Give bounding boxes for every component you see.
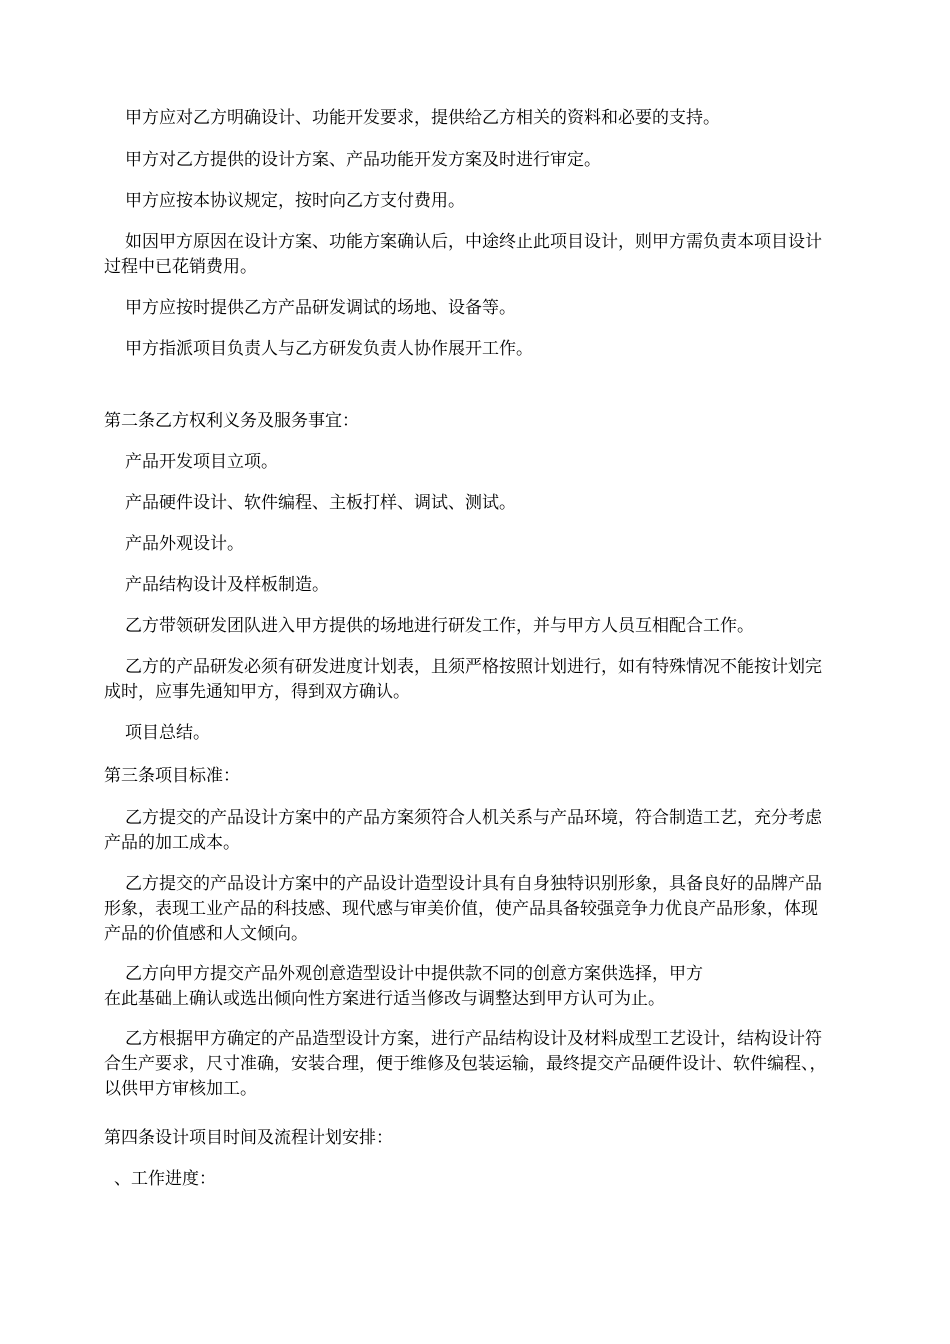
paragraph: 产品外观设计。	[125, 534, 244, 554]
section-heading: 第四条设计项目时间及流程计划安排：	[104, 1128, 393, 1148]
paragraph: 乙方提交的产品设计方案中的产品方案须符合人机关系与产品环境，符合制造工艺，充分考虑产品的加工成本。	[104, 808, 822, 853]
paragraph: 产品结构设计及样板制造。	[125, 575, 329, 595]
paragraph: 甲方指派项目负责人与乙方研发负责人协作展开工作。	[125, 339, 533, 359]
paragraph: 项目总结。	[125, 723, 210, 743]
paragraph: 甲方应按时提供乙方产品研发调试的场地、设备等。	[125, 298, 516, 318]
paragraph: 乙方的产品研发必须有研发进度计划表，且须严格按照计划进行，如有特殊情况不能按计划完成时，应事先通知甲方，得到双方确认。	[104, 657, 822, 702]
paragraph: 乙方向甲方提交产品外观创意造型设计中提供款不同的创意方案供选择，甲方	[125, 964, 703, 984]
section-heading: 第二条乙方权利义务及服务事宜：	[104, 411, 359, 431]
paragraph: 甲方对乙方提供的设计方案、产品功能开发方案及时进行审定。	[125, 150, 601, 170]
paragraph: 如因甲方原因在设计方案、功能方案确认后，中途终止此项目设计，则甲方需负责本项目设计过程中已花销费用。	[104, 232, 822, 277]
paragraph: 产品开发项目立项。	[125, 452, 278, 472]
paragraph: 甲方应对乙方明确设计、功能开发要求，提供给乙方相关的资料和必要的支持。	[125, 108, 720, 128]
paragraph: 乙方根据甲方确定的产品造型设计方案，进行产品结构设计及材料成型工艺设计，结构设计符合生产要求，尺寸准确，安装合理，便于维修及包装运输，最终提交产品硬件设计、软件编程、，以供甲方审核加工。	[104, 1029, 827, 1099]
paragraph: 产品硬件设计、软件编程、主板打样、调试、测试。	[125, 493, 516, 513]
paragraph: 乙方提交的产品设计方案中的产品设计造型设计具有自身独特识别形象，具备良好的品牌产品形象，表现工业产品的科技感、现代感与审美价值，使产品具备较强竞争力优良产品形象，体现产品的价值感和人文倾向。	[104, 874, 822, 944]
paragraph: 、工作进度：	[114, 1169, 216, 1189]
paragraph: 甲方应按本协议规定，按时向乙方支付费用。	[125, 191, 465, 211]
section-heading: 第三条项目标准：	[104, 766, 240, 786]
paragraph: 在此基础上确认或选出倾向性方案进行适当修改与调整达到甲方认可为止。	[104, 989, 665, 1009]
paragraph: 乙方带领研发团队进入甲方提供的场地进行研发工作，并与甲方人员互相配合工作。	[125, 616, 754, 636]
